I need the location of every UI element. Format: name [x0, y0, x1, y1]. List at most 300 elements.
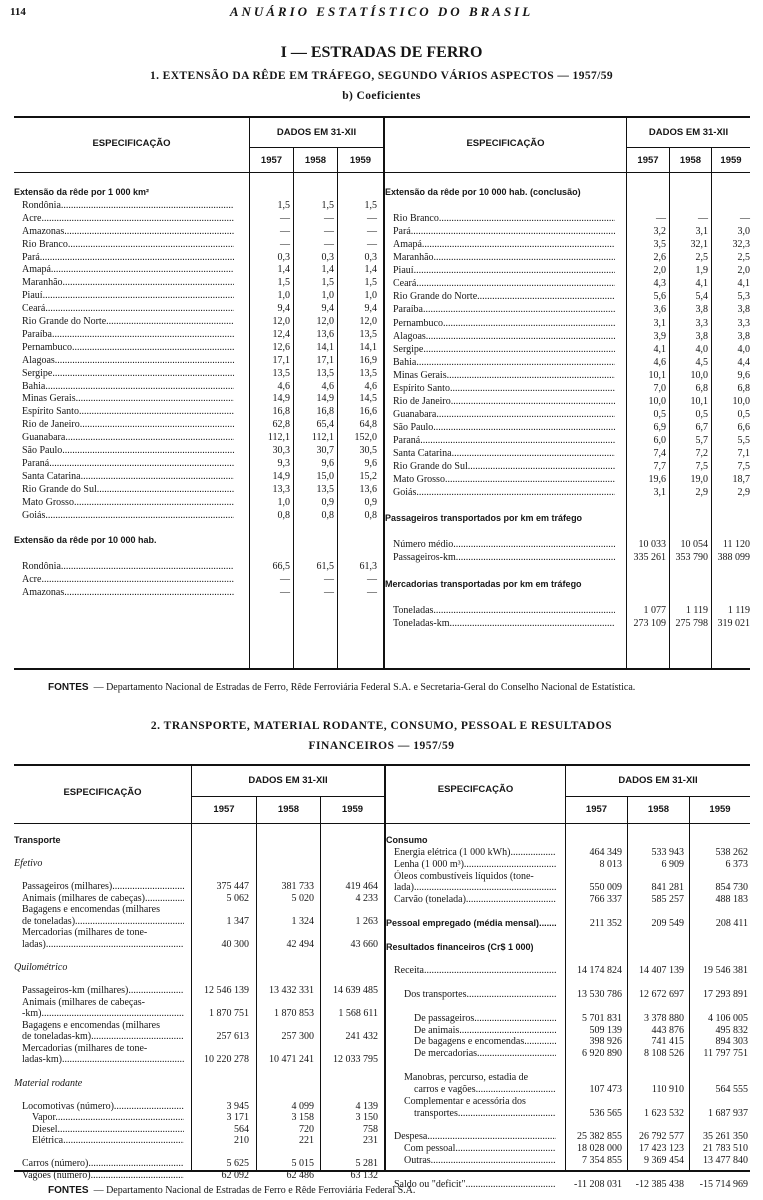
cell-value-3: 0,8	[364, 509, 377, 521]
cell-value-1: 14,9	[272, 470, 290, 482]
cell-value-2: 17,1	[316, 354, 334, 366]
row-label: carros e vagões .....	[414, 1083, 556, 1096]
cell-value-3: 152,0	[354, 432, 377, 444]
row-label: -km) .....	[22, 1007, 184, 1020]
cell-value-1: —	[280, 586, 290, 598]
row-label: Mercadorias transportadas por km em tráfego	[385, 578, 582, 589]
cell-value-3: 208 411	[715, 917, 748, 929]
table1-title: 1. EXTENSÃO DA RÊDE EM TRÁFEGO, SEGUNDO VÁRIOS ASPECTOS — 1957/59	[149, 70, 614, 82]
row-label: Pessoal empregado (média mensal) .....	[386, 917, 556, 930]
row-label: Toneladas-km .....	[393, 617, 615, 630]
cell-value-2: 1,5	[321, 199, 334, 211]
cell-value-1: 9,4	[277, 303, 290, 315]
row-label: Carros (número) .....	[22, 1157, 184, 1170]
cell-value-3: 1,5	[364, 277, 377, 289]
table-row	[14, 328, 384, 341]
row-label: Lenha (1 000 m³) .....	[394, 858, 556, 871]
cell-value-3: 1 263	[355, 915, 378, 927]
cell-value-1: 3 171	[226, 1112, 249, 1124]
cell-value-1: 1,0	[277, 496, 290, 508]
cell-value-3: 5,5	[737, 434, 750, 446]
cell-value-1: 13,3	[272, 483, 290, 495]
section-title: I — ESTRADAS DE FERRO	[280, 44, 483, 61]
cell-value-1: 7,7	[653, 461, 666, 473]
cell-value-3: 241 432	[345, 1031, 378, 1043]
cell-value-1: 536 565	[589, 1107, 622, 1119]
cell-value-2: 1,0	[321, 290, 334, 302]
table-row	[385, 395, 750, 408]
row-label: Bahia .....	[22, 380, 234, 393]
cell-value-1: 257 613	[216, 1031, 249, 1043]
table-row	[385, 538, 750, 551]
table2-year-header: 1958	[647, 804, 670, 815]
cell-value-1: —	[280, 574, 290, 585]
row-label: Bagagens e encomendas (milhares	[22, 904, 161, 916]
cell-value-2: 4 099	[291, 1100, 314, 1112]
cell-value-1: 4,3	[653, 278, 666, 290]
row-label: Resultados financeiros (Cr$ 1 000)	[386, 941, 534, 952]
cell-value-2: 3 378 880	[644, 1012, 684, 1024]
table-row	[385, 551, 750, 564]
cell-value-1: 4,6	[653, 356, 666, 368]
cell-value-2: 9,4	[321, 303, 334, 315]
cell-value-1: 12 546 139	[204, 985, 249, 997]
cell-value-2: —	[324, 586, 334, 598]
row-label: De bagagens e encomendas .....	[414, 1035, 556, 1048]
cell-value-3: 32,3	[732, 239, 750, 251]
cell-value-3: 3,8	[737, 304, 750, 316]
cell-value-1: 5,6	[653, 291, 666, 303]
row-label: Carvão (tonelada) .....	[394, 893, 556, 906]
section-heading-row	[385, 512, 750, 525]
cell-value-3: —	[367, 238, 377, 250]
cell-value-2: 6,7	[695, 421, 708, 433]
cell-value-1: 6 920 890	[582, 1048, 622, 1060]
cell-value-1: 14 174 824	[577, 965, 622, 977]
table1-year-header: 1958	[679, 155, 702, 166]
cell-value-1: 3 945	[226, 1100, 249, 1112]
table-row	[385, 604, 750, 617]
table-row	[385, 421, 750, 434]
cell-value-2: 4,5	[695, 356, 708, 368]
row-label: Pará .....	[393, 225, 615, 238]
cell-value-3: 231	[363, 1135, 378, 1147]
cell-value-2: 7,2	[695, 448, 708, 459]
cell-value-3: 419 464	[345, 881, 378, 893]
row-label: Maranhão .....	[393, 251, 615, 264]
cell-value-2: 13,5	[316, 483, 334, 495]
cell-value-3: 1 119	[727, 604, 750, 616]
table-row	[14, 225, 384, 238]
table-row	[14, 289, 384, 302]
cell-value-3: 11 120	[722, 539, 750, 551]
row-label: Rio Grande do Norte .....	[22, 315, 234, 328]
source-text: — Departamento Nacional de Estradas de Ferro, Rêde Ferroviária Federal S.A. e Secretaria-Geral do Conselho Nacional de Estatística.	[93, 682, 636, 693]
cell-value-3: 15,2	[359, 470, 377, 482]
table-row	[385, 499, 750, 512]
cell-value-2: 5 020	[291, 892, 314, 904]
cell-value-1: 9,3	[277, 457, 290, 469]
section-heading-row	[385, 578, 750, 591]
cell-value-1: 25 382 855	[577, 1131, 622, 1143]
cell-value-1: 8 013	[599, 858, 622, 870]
row-label: Óleos combustíveis líquidos (tone-	[394, 870, 534, 882]
cell-value-3: 30,5	[359, 445, 377, 456]
table-row	[14, 573, 384, 586]
row-label: Passageiros (milhares) .....	[22, 880, 184, 893]
row-label: de toneladas) .....	[22, 915, 184, 928]
table-row	[386, 1178, 750, 1191]
cell-value-2: 5 015	[291, 1158, 314, 1170]
cell-value-1: 16,8	[272, 406, 290, 418]
cell-value-3: —	[740, 213, 750, 225]
row-label: Mercadorias (milhares de tone-	[22, 1042, 148, 1054]
cell-value-2: 443 876	[651, 1024, 684, 1036]
cell-value-2: 720	[299, 1123, 314, 1135]
row-label: Alagoas .....	[22, 354, 234, 367]
table-row	[385, 564, 750, 577]
cell-value-1: 12,4	[272, 328, 290, 340]
table-row	[385, 408, 750, 421]
row-label: Pernambuco .....	[22, 341, 234, 354]
cell-value-2: 9 369 454	[644, 1154, 684, 1166]
row-label: Número médio .....	[393, 538, 615, 551]
row-label: Sergipe .....	[22, 367, 234, 380]
cell-value-1: 5 625	[226, 1158, 249, 1170]
table1-top-rule	[14, 116, 750, 118]
cell-value-3: 564 555	[715, 1083, 748, 1095]
cell-value-1: 1,0	[277, 290, 290, 302]
cell-value-2: 14,1	[316, 341, 334, 353]
row-label: Passageiros transportados por km em tráfego	[385, 513, 583, 524]
cell-value-2: 0,3	[321, 251, 334, 263]
cell-value-2: 14 407 139	[639, 965, 684, 977]
row-label: Bahia .....	[393, 356, 615, 369]
cell-value-3: 854 730	[715, 882, 748, 894]
cell-value-2: 3,1	[695, 226, 708, 238]
table2-dados-header: DADOS EM 31-XII	[248, 775, 328, 786]
table-row	[14, 1169, 384, 1182]
cell-value-1: 112,1	[267, 432, 290, 444]
row-label: Mato Grosso .....	[22, 496, 234, 509]
table-row	[14, 276, 384, 289]
cell-value-2: 3,3	[695, 317, 708, 329]
row-label: Piauí .....	[393, 264, 615, 277]
table-row	[385, 369, 750, 382]
row-label: Rio de Janeiro .....	[22, 418, 234, 431]
cell-value-3: 0,5	[737, 408, 750, 420]
cell-value-3: 35 261 350	[703, 1131, 748, 1143]
cell-value-2: 10,0	[690, 369, 708, 381]
cell-value-2: 1,9	[695, 265, 708, 277]
cell-value-1: 375 447	[216, 881, 249, 893]
cell-value-3: 1,5	[364, 199, 377, 211]
cell-value-1: 10,1	[648, 369, 666, 381]
table-row	[14, 431, 384, 444]
cell-value-3: 758	[363, 1123, 378, 1135]
row-label: Piauí .....	[22, 289, 234, 302]
row-label: Minas Gerais .....	[22, 392, 234, 405]
table-row	[385, 277, 750, 290]
cell-value-3: 488 183	[715, 894, 748, 906]
table-row	[385, 330, 750, 343]
table2-year-header: 1959	[709, 804, 731, 815]
row-label: Saldo ou "deficit" .....	[394, 1178, 556, 1191]
table2-year-header: 1957	[585, 804, 608, 815]
cell-value-3: 7,5	[737, 461, 750, 473]
row-label: Passageiros-km (milhares) .....	[22, 984, 184, 997]
cell-value-2: 4,1	[695, 278, 708, 290]
cell-value-1: 766 337	[589, 894, 622, 906]
table1-year-header: 1959	[720, 155, 742, 166]
table-row	[385, 473, 750, 486]
cell-value-2: 30,7	[316, 445, 334, 456]
cell-value-1: 0,5	[653, 408, 666, 420]
cell-value-1: 2,0	[653, 265, 666, 277]
table1-subtitle: b) Coeficientes	[342, 90, 421, 102]
cell-value-1: 7 354 855	[582, 1154, 622, 1166]
row-label: Goiás .....	[22, 509, 234, 522]
cell-value-2: 6 909	[661, 858, 684, 870]
cell-value-1: 14,9	[272, 393, 290, 405]
cell-value-3: 1 687 937	[708, 1107, 748, 1119]
row-label: Mercadorias (milhares de tone-	[22, 927, 148, 939]
row-label: Santa Catarina .....	[22, 470, 234, 483]
cell-value-2: 5,4	[695, 291, 708, 303]
cell-value-2: 3,8	[695, 330, 708, 342]
row-label: Acre .....	[22, 212, 234, 225]
section-heading-row	[14, 186, 384, 199]
cell-value-2: 1 870 853	[274, 1008, 314, 1020]
cell-value-2: 16,8	[316, 406, 334, 418]
cell-value-1: —	[656, 213, 666, 225]
cell-value-2: 1 119	[685, 604, 708, 616]
row-label: Locomotivas (número) .....	[22, 1100, 184, 1113]
cell-value-2: 533 943	[651, 846, 684, 858]
row-label: Ceará .....	[393, 277, 615, 290]
cell-value-2: 61,5	[316, 561, 334, 573]
cell-value-3: 1,4	[364, 264, 377, 276]
cell-value-1: 4,1	[653, 343, 666, 355]
cell-value-1: 5 701 831	[582, 1012, 622, 1024]
table-row	[385, 525, 750, 538]
row-label: Rondônia .....	[22, 199, 234, 212]
cell-value-3: 1 568 611	[338, 1008, 378, 1020]
cell-value-1: 2,6	[653, 252, 666, 264]
table-row	[385, 303, 750, 316]
cell-value-2: —	[324, 225, 334, 237]
cell-value-3: 12,0	[359, 316, 377, 327]
cell-value-3: 9,6	[737, 369, 750, 381]
cell-value-1: 210	[234, 1135, 249, 1147]
cell-value-1: 30,3	[272, 445, 290, 456]
cell-value-2: 257 300	[281, 1031, 314, 1043]
cell-value-2: 2,9	[695, 487, 708, 499]
cell-value-3: 3,8	[737, 330, 750, 342]
cell-value-1: 62,8	[272, 419, 290, 431]
source-label: FONTES	[48, 682, 89, 693]
cell-value-3: 1,0	[364, 290, 377, 302]
page-number: 114	[10, 6, 26, 18]
row-label: Acre .....	[22, 573, 234, 586]
cell-value-3: 14 639 485	[333, 985, 378, 997]
table-row	[14, 341, 384, 354]
table-row	[385, 290, 750, 303]
table2-header-rule	[14, 823, 750, 824]
cell-value-2: 4,6	[321, 380, 334, 392]
cell-value-1: 464 349	[589, 846, 622, 858]
cell-value-2: 5,7	[695, 434, 708, 446]
table2-subheader-rule	[566, 796, 750, 797]
cell-value-1: 335 261	[633, 552, 666, 564]
cell-value-1: 17,1	[272, 354, 290, 366]
cell-value-1: 40 300	[221, 938, 249, 950]
table-row	[14, 380, 384, 393]
cell-value-3: 4,1	[737, 278, 750, 290]
cell-value-2: 3,8	[695, 304, 708, 316]
row-label: Maranhão .....	[22, 276, 234, 289]
cell-value-3: 64,8	[359, 419, 377, 431]
cell-value-3: -15 714 969	[699, 1178, 748, 1190]
table-row	[14, 263, 384, 276]
cell-value-2: 0,8	[321, 509, 334, 521]
cell-value-2: 10,1	[690, 395, 708, 407]
cell-value-2: 209 549	[651, 917, 684, 929]
cell-value-3: 12 033 795	[333, 1054, 378, 1066]
table-row	[385, 617, 750, 630]
table-row	[385, 199, 750, 212]
row-label: Transporte	[14, 835, 61, 845]
cell-value-1: —	[280, 212, 290, 224]
cell-value-3: 5,3	[737, 291, 750, 303]
cell-value-3: 43 660	[350, 938, 378, 950]
cell-value-1: -11 208 031	[574, 1178, 622, 1190]
table2-subheader-rule	[192, 796, 384, 797]
row-label: de toneladas-km) .....	[22, 1030, 184, 1043]
row-label: Despesa .....	[394, 1130, 556, 1143]
table-row	[14, 251, 384, 264]
cell-value-3: 21 783 510	[703, 1143, 748, 1155]
cell-value-3: —	[367, 586, 377, 598]
table-row	[385, 447, 750, 460]
cell-value-2: 1 324	[291, 915, 314, 927]
source-text: — Departamento Nacional de Estradas de Ferro e Rêde Ferroviária Federal S.A.	[93, 1185, 416, 1196]
cell-value-3: 16,6	[359, 406, 377, 418]
cell-value-3: 495 832	[715, 1024, 748, 1036]
cell-value-2: 65,4	[316, 419, 334, 431]
row-label: Extensão da rêde por 1 000 km²	[14, 187, 150, 197]
table-row	[14, 496, 384, 509]
table-row	[385, 434, 750, 447]
table1-header-rule	[14, 172, 750, 173]
cell-value-1: 13 530 786	[577, 989, 622, 1001]
table2-year-header: 1959	[341, 804, 364, 815]
cell-value-2: —	[698, 213, 708, 225]
cell-value-2: 1,5	[321, 277, 334, 289]
cell-value-2: 6,8	[695, 382, 708, 394]
row-label: Vagões (número) .....	[22, 1169, 184, 1182]
cell-value-1: 5 062	[226, 892, 249, 904]
cell-value-3: 3 150	[355, 1112, 378, 1124]
cell-value-3: 6,6	[737, 421, 750, 433]
row-label: Sergipe .....	[393, 343, 615, 356]
cell-value-2: 8 108 526	[644, 1048, 684, 1060]
cell-value-1: 550 009	[589, 882, 622, 894]
cell-value-3: —	[367, 225, 377, 237]
cell-value-2: 3 158	[291, 1112, 314, 1124]
cell-value-1: 273 109	[633, 617, 666, 629]
cell-value-3: 10,0	[732, 395, 750, 407]
running-title: ANUÁRIO ESTATÍSTICO DO BRASIL	[229, 4, 534, 19]
cell-value-3: 14,1	[359, 341, 377, 353]
cell-value-2: 110 910	[651, 1083, 684, 1095]
cell-value-2: 741 415	[651, 1036, 684, 1048]
cell-value-2: 0,9	[321, 496, 334, 508]
cell-value-1: 107 473	[589, 1083, 622, 1095]
row-label: ladas) .....	[22, 938, 184, 951]
row-label: Manobras, percurso, estadia de	[404, 1072, 529, 1083]
row-label: Com pessoal .....	[404, 1142, 556, 1155]
cell-value-2: -12 385 438	[635, 1178, 684, 1190]
cell-value-3: 19 546 381	[703, 965, 748, 977]
cell-value-1: 7,0	[653, 382, 666, 394]
table-row	[14, 212, 384, 225]
table1-year-header: 1957	[260, 155, 283, 166]
row-label: Quilométrico	[14, 962, 68, 974]
row-label: Amapá .....	[22, 263, 234, 276]
cell-value-3: 4 106 005	[708, 1012, 748, 1024]
row-label: Consumo	[386, 835, 428, 845]
cell-value-3: 319 021	[717, 617, 750, 629]
cell-value-2: 4,0	[695, 343, 708, 355]
cell-value-2: 7,5	[695, 461, 708, 473]
cell-value-3: 63 132	[350, 1169, 378, 1181]
section-heading-row	[385, 186, 750, 199]
table-row	[14, 238, 384, 251]
row-label: Alagoas .....	[393, 330, 615, 343]
table-row	[385, 486, 750, 499]
table2-spec-header: ESPECIFCAÇÃO	[437, 784, 514, 795]
table2-title-continued: FINANCEIROS — 1957/59	[308, 740, 455, 752]
cell-value-1: 398 926	[589, 1036, 622, 1048]
table-row	[14, 367, 384, 380]
row-label: Vapor .....	[32, 1111, 184, 1124]
cell-value-2: —	[324, 212, 334, 224]
cell-value-1: 10,0	[648, 395, 666, 407]
cell-value-1: 1 077	[643, 604, 666, 616]
row-label: Energia elétrica (1 000 kWh) .....	[394, 846, 556, 859]
cell-value-3: 13,6	[359, 483, 377, 495]
cell-value-1: 3,1	[653, 487, 666, 499]
cell-value-2: 14,9	[316, 393, 334, 405]
cell-value-3: 6,8	[737, 382, 750, 394]
cell-value-1: 3,2	[653, 226, 666, 238]
table-row	[14, 418, 384, 431]
table-row	[14, 302, 384, 315]
cell-value-1: 6,9	[653, 421, 666, 433]
cell-value-2: 13,5	[316, 367, 334, 379]
table1-source-note	[48, 682, 635, 693]
cell-value-2: 1,4	[321, 264, 334, 276]
cell-value-1: 18 028 000	[577, 1143, 622, 1155]
row-label: Efetivo	[14, 858, 43, 870]
table-row	[14, 547, 384, 560]
table2-spec-header: ESPECIFICAÇÃO	[63, 787, 142, 798]
table-row	[14, 521, 384, 534]
cell-value-1: 7,4	[653, 448, 666, 459]
cell-value-3: 4,6	[364, 380, 377, 392]
table-row	[14, 509, 384, 522]
